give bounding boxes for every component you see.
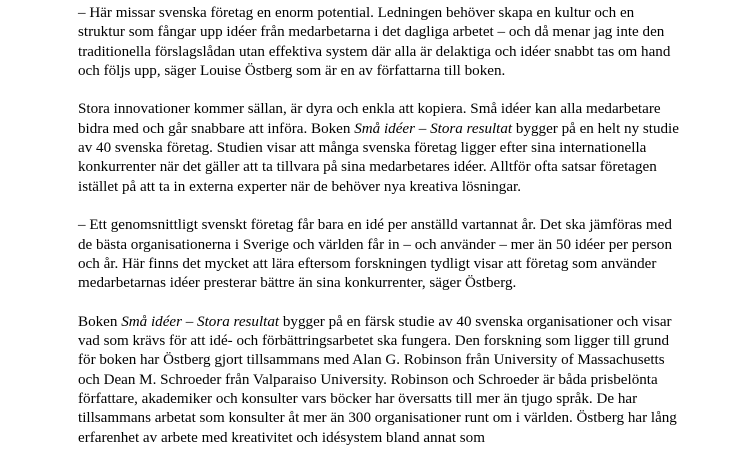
- paragraph-3: [78, 216, 684, 293]
- paragraph-2: [78, 100, 684, 196]
- paragraph-2-text-a: Stora innovationer kommer sällan, är dyra och enkla att kopiera. Små idéer kan alla medarbetare bidra med och går snabbare att införa. Boken: [78, 101, 661, 137]
- book-title: Små idéer – Stora resultat: [354, 120, 513, 137]
- book-title: Små idéer – Stora resultat: [121, 313, 280, 330]
- paragraph-3-text: – Ett genomsnittligt svenskt företag får bara en idé per anställd vartannat år. Det ska jämföras med de bästa organisationerna i Sverige och världen får in – och använder – mer än 50 idéer per person och år. Här finns det mycket att lära eftersom forskningen tydligt visar att företag som använder medarbetarnas idéer presterar bättre än sina konkurrenter, säger Östberg.: [78, 217, 673, 292]
- paragraph-1-text: – Här missar svenska företag en enorm potential. Ledningen behöver skapa en kultur och en struktur som fångar upp idéer från medarbetarna i det dagliga arbetet – och då menar jag inte den traditionella förslagslådan utan effektiva system där alla är delaktiga och idéer snabbt tas om hand och följs upp, säger Louise Östberg som är en av författarna till boken.: [78, 5, 671, 79]
- paragraph-4: [78, 313, 684, 448]
- paragraph-4-text-b: bygger på en färsk studie av 40 svenska organisationer och visar vad som krävs för att idé- och förbättringsarbetet ska fungera. Den forskning som ligger till grund för boken har Östberg gjort tillsammans med Alan G. Robinson från University of Massachusetts och Dean M. Schroeder från Valparaiso University. Robinson och Schroeder är båda prisbelönta författare, akademiker och konsulter vars böcker har översatts till mer än tjugo språk. De har tillsammans arbetat som konsulter åt mer än 300 organisationer runt om i världen. Östberg har lång erfarenhet av arbete med kreativitet och idésystem bland annat som: [78, 313, 677, 446]
- paragraph-4-text-a: Boken: [78, 313, 122, 330]
- document-page: [78, 4, 684, 467]
- paragraph-1: [78, 4, 684, 81]
- paragraph-2-text-b: bygger på en helt ny studie av 40 svenska företag. Studien visar att många svenska företag ligger efter sina internationella konkurrenter när det gäller att ta tillvara på sina medarbetares idéer. Alltför ofta satsar företagen istället på att ta in externa experter när de behöver nya kreativa lösningar.: [78, 120, 679, 195]
